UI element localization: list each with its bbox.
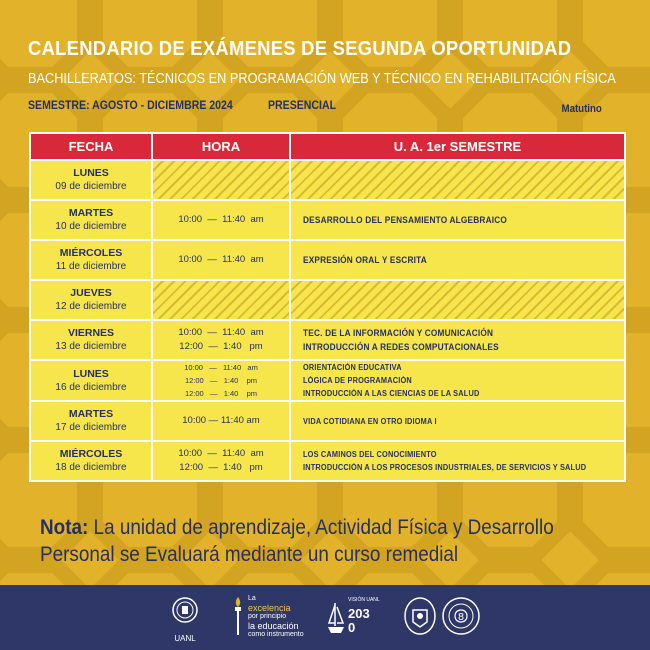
date-cell [30,160,152,200]
unit-name: ORIENTACIÓN EDUCATIVA [303,363,402,372]
vision-year: 2030 [348,606,370,635]
hour-cell [152,320,290,360]
table-row [30,441,625,481]
footer-bar [0,585,650,650]
hour-range: 10:00 — 11:40 am [184,363,258,372]
no-exam-cell [290,280,625,320]
table-row [30,160,625,200]
slogan-line: por principio [248,613,287,620]
units-cell [290,441,625,481]
unit-name: INTRODUCCIÓN A REDES COMPUTACIONALES [303,342,499,352]
day-date: 11 de diciembre [55,261,127,272]
hour-range: 12:00 — 1:40 pm [179,462,263,473]
no-exam-cell [152,160,290,200]
hour-cell [152,441,290,481]
unit-name: LÓGICA DE PROGRAMACIÓN [303,376,412,385]
day-date: 18 de diciembre [55,462,127,473]
date-cell [30,401,152,441]
table-row [30,200,625,240]
uanl-label: UANL [174,634,196,643]
day-name: MARTES [68,408,114,420]
unit-name: DESARROLLO DEL PENSAMIENTO ALGEBRAICO [303,215,508,225]
ship-icon [326,597,346,637]
modality-label: PRESENCIAL [268,98,337,112]
hour-range: 10:00 — 11:40 am [178,254,264,265]
units-cell [290,360,625,401]
date-cell [30,240,152,280]
hour-cell [152,240,290,280]
units-cell [290,200,625,240]
unit-name: TEC. DE LA INFORMACIÓN Y COMUNICACIÓN [303,328,494,338]
table-row [30,280,625,320]
day-name: MARTES [68,207,114,219]
unit-name: EXPRESIÓN ORAL Y ESCRITA [303,255,427,265]
unit-name: VIDA COTIDIANA EN OTRO IDIOMA I [303,416,437,426]
unit-name: INTRODUCCIÓN A LOS PROCESOS INDUSTRIALES, DE SERVICIOS Y SALUD [303,463,587,472]
table-row [30,240,625,280]
page-subtitle: BACHILLERATOS: TÉCNICOS EN PROGRAMACIÓN WEB Y TÉCNICO EN REHABILITACIÓN FÍSICA [28,70,616,87]
column-header-hour: HORA [152,133,290,160]
no-exam-cell [152,280,290,320]
date-cell [30,320,152,360]
day-name: MIÉRCOLES [59,448,123,460]
date-cell [30,360,152,401]
hour-cell [152,200,290,240]
uanl-logo [168,597,202,643]
hour-range: 12:00 — 1:40 pm [184,389,258,398]
unit-name: LOS CAMINOS DEL CONOCIMIENTO [303,450,437,459]
day-date: 13 de diciembre [55,341,127,352]
units-cell [290,401,625,441]
date-cell [30,200,152,240]
uanl-shield-icon [168,597,202,627]
school-seal-logo [403,596,437,641]
day-date: 17 de diciembre [55,422,127,433]
slogan-line: como instrumento [248,631,304,638]
table-row [30,360,625,401]
school-seal-icon [403,596,437,636]
day-date: 16 de diciembre [55,381,127,393]
table-row [30,401,625,441]
units-cell [290,320,625,360]
day-name: JUEVES [70,287,112,299]
hour-range: 12:00 — 1:40 pm [179,341,263,352]
semester-label: SEMESTRE: AGOSTO - DICIEMBRE 2024 [28,98,233,112]
column-header-date: FECHA [30,133,152,160]
note-text: La unidad de aprendizaje, Actividad Física y Desarrollo Personal se Evaluará mediante un curso remedial [40,516,554,566]
vision-label: VISIÓN UANL [348,597,380,603]
shift-label: Matutino [561,103,602,115]
slogan-line: excelencia [248,603,291,613]
units-cell [290,240,625,280]
unit-name: INTRODUCCIÓN A LAS CIENCIAS DE LA SALUD [303,389,480,398]
column-header-units: U. A. 1er SEMESTRE [290,133,625,160]
exam-schedule-table [29,132,626,482]
day-name: LUNES [73,367,109,380]
hour-range: 10:00 — 11:40 am [178,327,264,338]
day-name: LUNES [73,167,109,179]
day-name: MIÉRCOLES [59,247,123,259]
hour-range: 10:00 — 11:40 am [182,415,260,426]
no-exam-cell [290,160,625,200]
page-title: CALENDARIO DE EXÁMENES DE SEGUNDA OPORTUNIDAD [28,38,572,60]
hour-range: 10:00 — 11:40 am [178,214,264,225]
day-date: 10 de diciembre [55,221,127,232]
note-label: Nota: [40,516,89,539]
hour-cell [152,360,290,401]
table-header-row [30,133,625,160]
day-date: 09 de diciembre [55,181,127,192]
emblem-icon [441,596,481,636]
institution-emblem-logo [441,596,481,641]
hour-range: 10:00 — 11:40 am [178,448,264,459]
hour-cell [152,401,290,441]
torch-icon [232,595,244,637]
table-row [30,320,625,360]
day-name: VIERNES [67,327,115,339]
remedial-note [40,514,571,568]
slogan-line: La [248,595,256,602]
svg-text:8: 8 [457,612,465,623]
day-date: 12 de diciembre [55,301,127,312]
date-cell [30,441,152,481]
hour-range: 12:00 — 1:40 pm [184,376,258,385]
slogan-line: la educación [248,621,299,631]
date-cell [30,280,152,320]
